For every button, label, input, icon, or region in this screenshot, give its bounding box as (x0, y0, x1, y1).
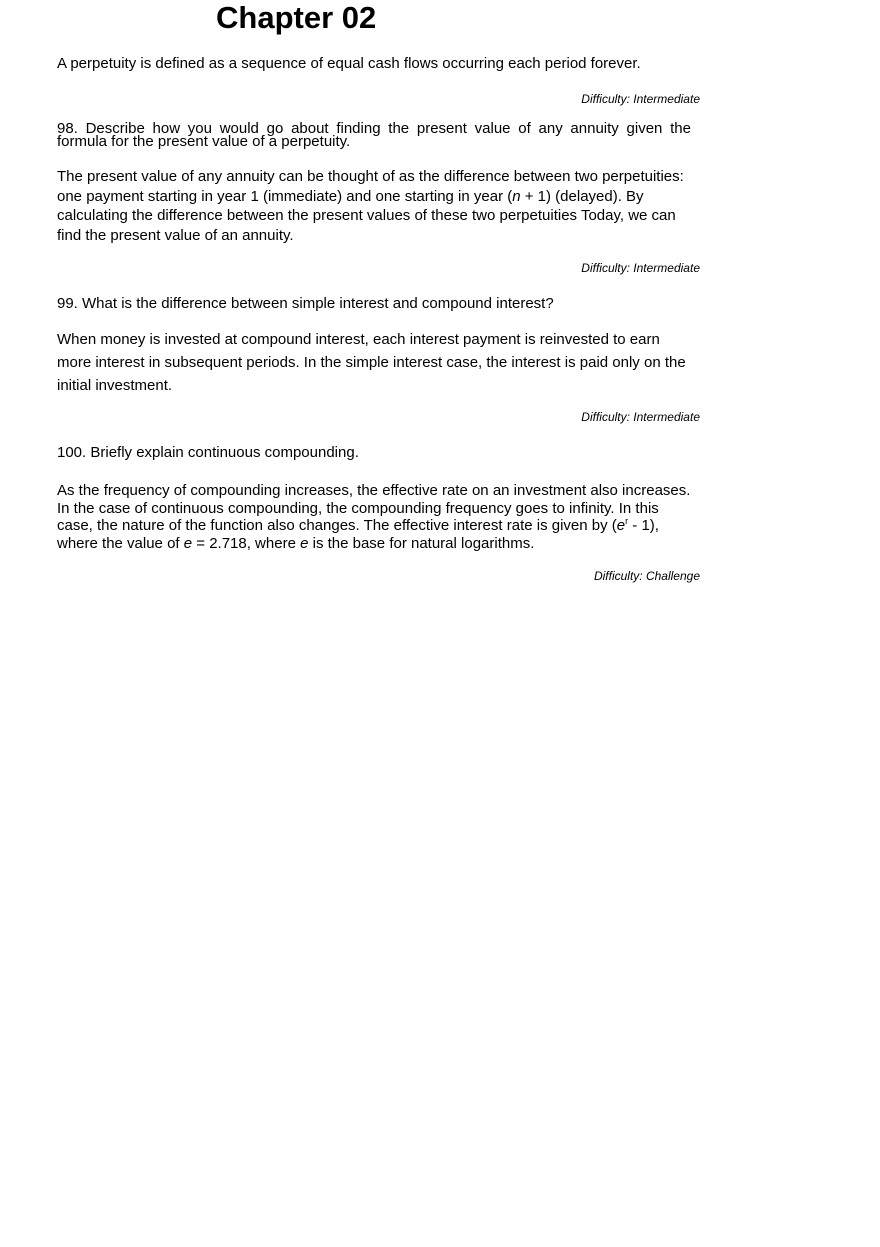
question-98: 98. Describe how you would go about finding the present value of any annuity given the formula for the present value of a perpetuity. (57, 120, 691, 150)
answer-98-text-1: The present value of any annuity can be thought of as the difference between two perpetuities: one payment starting in year 1 (immediate) and one starting in year ( (57, 168, 684, 205)
answer-98 (57, 167, 697, 246)
answer-98-var-n: n (512, 187, 521, 205)
question-100: 100. Briefly explain continuous compounding. (57, 444, 359, 461)
answer-98-text-2: + 1) (delayed). By calculating the difference between the present values of these two perpetuities Today, we can find the present value of an annuity. (57, 187, 676, 245)
answer-100-text-1: As the frequency of compounding increases, the effective rate on an investment also increases. In the case of continuous compounding, the compounding frequency goes to infinity. In this case, the nature of the function also changes. The effective interest rate is given by ( (57, 482, 691, 534)
answer-100-text-3: = 2.718, where (192, 534, 301, 552)
answer-100-text-4: is the base for natural logarithms. (308, 534, 535, 552)
answer-100-var-e: e (300, 534, 309, 552)
answer-100 (57, 482, 697, 552)
answer-100-var-e: e (616, 517, 626, 534)
answer-99: When money is invested at compound interest, each interest payment is reinvested to earn more interest in subsequent periods. In the simple interest case, the interest is paid only on the initial investment. (57, 331, 686, 394)
answer-100-exponent: r (625, 516, 629, 526)
page-title: Chapter 02 (216, 0, 377, 35)
intro-answer: A perpetuity is defined as a sequence of equal cash flows occurring each period forever. (57, 55, 641, 72)
difficulty-label: Difficulty: Intermediate (581, 261, 700, 275)
difficulty-label: Difficulty: Intermediate (581, 92, 700, 106)
answer-100-var-e: e (183, 534, 193, 552)
difficulty-label: Difficulty: Intermediate (581, 410, 700, 424)
answer-100-text-2: - 1), where the value of (57, 517, 659, 552)
question-99: 99. What is the difference between simple interest and compound interest? (57, 295, 554, 312)
difficulty-label: Difficulty: Challenge (593, 569, 700, 583)
